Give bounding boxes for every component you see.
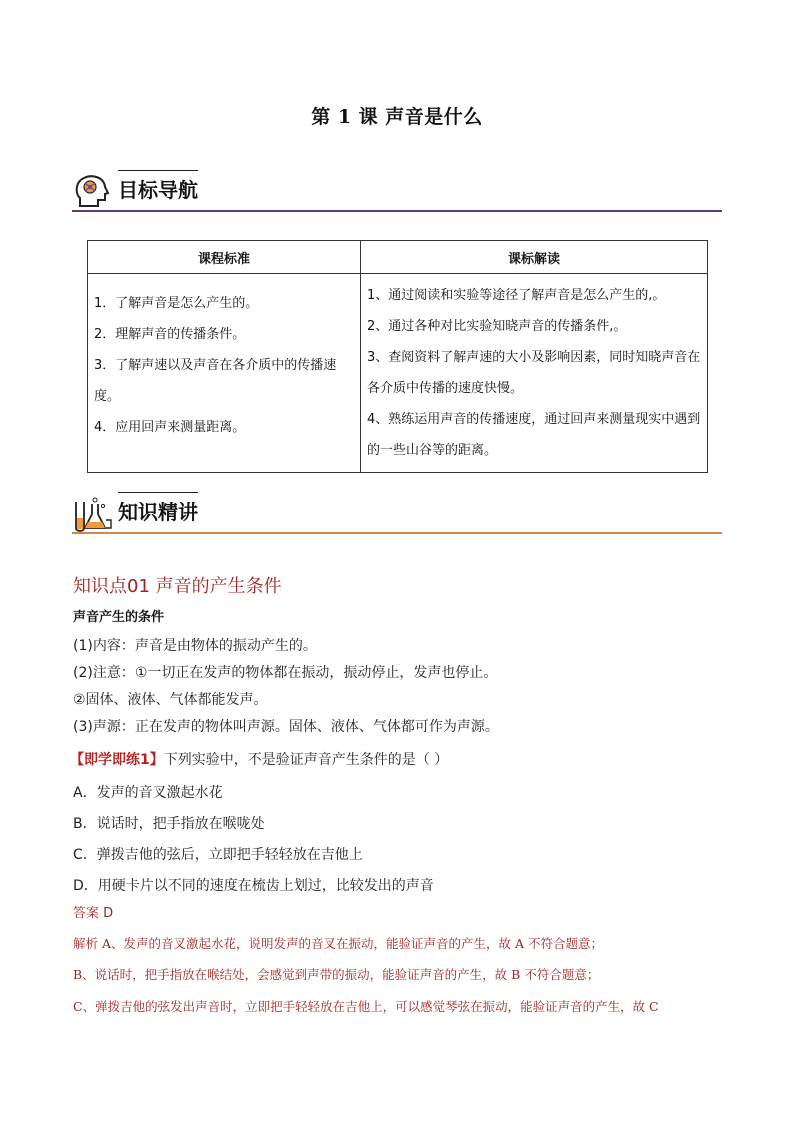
list-item: 3．了解声速以及声音在各介质中的传播速度。 xyxy=(94,358,337,404)
page-title: 第 1 课 声音是什么 xyxy=(311,106,483,128)
list-item: 4．应用回声来测量距离。 xyxy=(94,420,246,435)
analysis-line: 解析 A、发声的音叉激起水花，说明发声的音叉在振动，能验证声音的产生，故 A 不符合题意； xyxy=(73,936,603,951)
list-item: 2．理解声音的传播条件。 xyxy=(94,327,246,342)
option-d: D．用硬卡片以不同的速度在梳齿上划过，比较发出的声音 xyxy=(73,878,434,894)
exercise-tag: 【即学即练1】 xyxy=(70,752,164,768)
knowledge-subtitle: 声音产生的条件 xyxy=(73,610,165,625)
answer-line: 答案 D xyxy=(73,906,114,921)
list-item: 4、熟练运用声音的传播速度，通过回声来测量现实中遇到的一些山谷等的距离。 xyxy=(367,412,701,458)
table-row xyxy=(88,274,708,473)
section-label: 目标导航 xyxy=(118,178,198,202)
brain-head-icon xyxy=(72,172,112,212)
list-item: 2、通过各种对比实验知晓声音的传播条件,。 xyxy=(367,319,627,334)
flask-icon xyxy=(72,494,112,534)
standard-cell xyxy=(88,274,361,473)
option-c: C．弹拨吉他的弦后，立即把手轻轻放在吉他上 xyxy=(73,847,363,863)
exercise-question-text: 下列实验中，不是验证声音产生条件的是（ ） xyxy=(163,752,449,768)
option-a: A．发声的音叉激起水花 xyxy=(73,785,223,801)
table-header-interpretation: 课标解读 xyxy=(361,241,708,274)
knowledge-point-title: 知识点01 声音的产生条件 xyxy=(73,576,282,597)
analysis-line: B、说话时，把手指放在喉结处，会感觉到声带的振动，能验证声音的产生，故 B 不符合题意； xyxy=(73,967,600,982)
goals-table xyxy=(87,240,708,473)
knowledge-line: (2)注意：①一切正在发声的物体都在振动，振动停止，发声也停止。 xyxy=(73,665,498,681)
knowledge-line: (3)声源：正在发声的物体叫声源。固体、液体、气体都可作为声源。 xyxy=(73,719,499,735)
exercise-question xyxy=(70,749,448,769)
table-header-standard: 课程标准 xyxy=(88,241,361,274)
table-header-row xyxy=(88,241,708,274)
knowledge-line: ②固体、液体、气体都能发声。 xyxy=(73,692,268,708)
list-item: 1、通过阅读和实验等途径了解声音是怎么产生的,。 xyxy=(367,288,666,303)
section-label: 知识精讲 xyxy=(118,500,198,524)
list-item: 3、查阅资料了解声速的大小及影响因素，同时知晓声音在各介质中传播的速度快慢。 xyxy=(367,350,701,396)
list-item: 1．了解声音是怎么产生的。 xyxy=(94,296,259,311)
option-b: B．说话时，把手指放在喉咙处 xyxy=(73,816,265,832)
section-header-goals xyxy=(72,170,722,210)
interpretation-cell xyxy=(361,274,708,473)
section-header-knowledge xyxy=(72,492,722,532)
analysis-line: C、弹拨吉他的弦发出声音时，立即把手轻轻放在吉他上，可以感觉琴弦在振动，能验证声音的产生，故 C xyxy=(73,999,659,1014)
knowledge-line: (1)内容：声音是由物体的振动产生的。 xyxy=(73,638,317,654)
